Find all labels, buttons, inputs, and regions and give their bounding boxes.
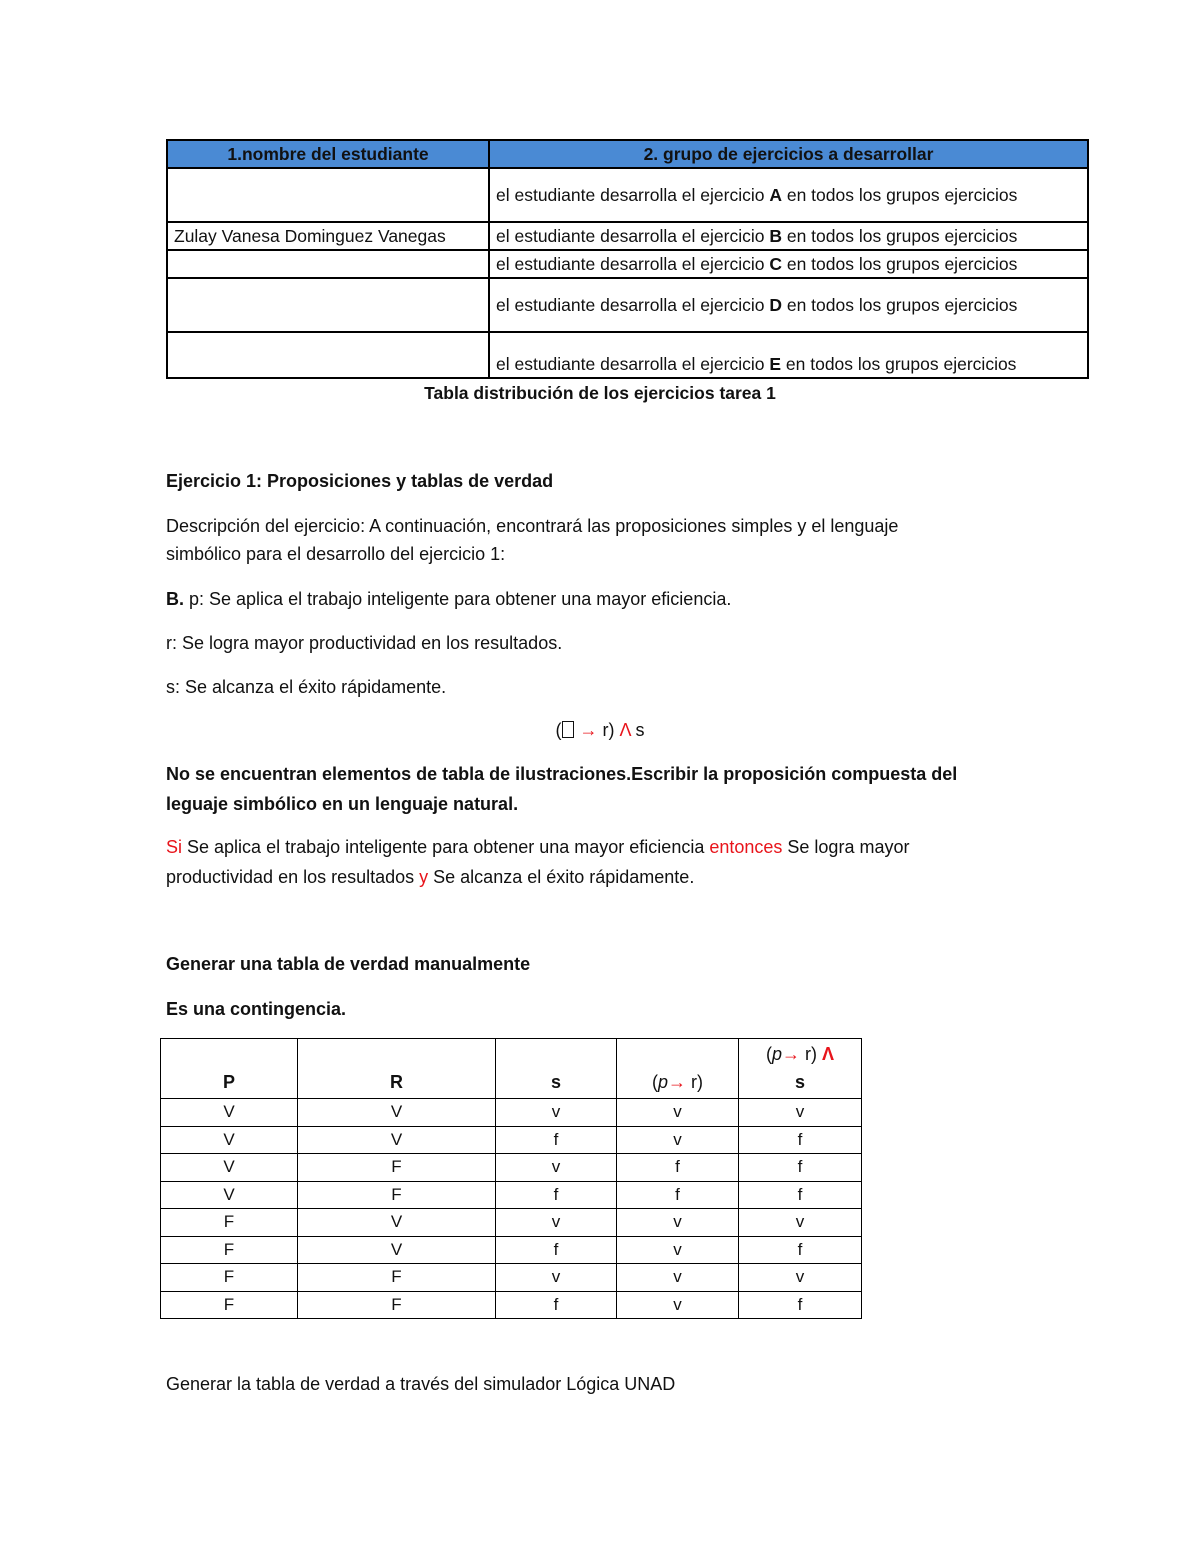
keyword-y: y — [419, 867, 429, 887]
exercise-assignment-cell — [489, 250, 1088, 278]
table-row — [167, 278, 1088, 332]
cell: f — [617, 1181, 739, 1209]
assignment-text: en todos los grupos ejercicios — [781, 226, 1018, 246]
proposition-text: p: Se aplica el trabajo inteligente para obtener una mayor eficiencia. — [184, 589, 732, 609]
assignment-header-row — [167, 140, 1088, 168]
keyword-entonces: entonces — [709, 837, 783, 857]
table-row — [161, 1099, 862, 1127]
table-row — [161, 1181, 862, 1209]
cell: V — [298, 1236, 496, 1264]
cell: v — [496, 1264, 617, 1292]
and-symbol: Λ — [619, 720, 631, 740]
statement-text: Se aplica el trabajo inteligente para obtener una mayor eficiencia — [182, 837, 710, 857]
description-line: Descripción del ejercicio: A continuación, encontrará las proposiciones simples y el lenguaje — [166, 516, 899, 536]
exercise-letter: C — [769, 254, 782, 274]
imp-close: r) — [686, 1072, 703, 1092]
cell: v — [617, 1291, 739, 1319]
student-name-cell: Zulay Vanesa Dominguez Vanegas — [167, 222, 489, 250]
statement-text: Se alcanza el éxito rápidamente. — [428, 867, 695, 887]
assignment-text: en todos los grupos ejercicios — [781, 254, 1018, 274]
student-name-cell — [167, 168, 489, 222]
cell: v — [617, 1126, 739, 1154]
instruction-line: leguaje simbólico en un lenguaje natural. — [166, 794, 519, 814]
cell: F — [298, 1154, 496, 1182]
header-conjunction — [739, 1039, 862, 1099]
table-row — [167, 222, 1088, 250]
header-r: R — [298, 1039, 496, 1099]
exercise-letter: D — [769, 295, 782, 315]
exercise-letter: A — [769, 185, 782, 205]
simulator-instruction: Generar la tabla de verdad a través del simulador Lógica UNAD — [166, 1374, 676, 1394]
var-p: p — [657, 1072, 668, 1092]
table-row — [167, 332, 1088, 378]
item-label: B. — [166, 589, 184, 609]
table-row — [161, 1126, 862, 1154]
cell: V — [298, 1209, 496, 1237]
description-line: simbólico para el desarrollo del ejercicio 1: — [166, 544, 506, 564]
assignment-text: en todos los grupos ejercicios — [781, 295, 1018, 315]
proposition-s: s: Se alcanza el éxito rápidamente. — [166, 677, 447, 697]
student-name-cell — [167, 332, 489, 378]
proposition-r: r: Se logra mayor productividad en los resultados. — [166, 633, 563, 653]
cell: V — [161, 1154, 298, 1182]
exercise-assignment-cell — [489, 222, 1088, 250]
cell: F — [161, 1264, 298, 1292]
table-row — [161, 1264, 862, 1292]
cell: f — [496, 1181, 617, 1209]
exercise-assignment-cell — [489, 278, 1088, 332]
conj-s: s — [794, 1072, 805, 1092]
cell: v — [617, 1099, 739, 1127]
table-row — [167, 168, 1088, 222]
cell: V — [161, 1126, 298, 1154]
formula-open: ( — [555, 720, 562, 740]
manual-table-heading: Generar una tabla de verdad manualmente — [166, 954, 531, 974]
cell: v — [496, 1209, 617, 1237]
cell: F — [298, 1181, 496, 1209]
var-p: p — [771, 1044, 782, 1064]
and-symbol: Λ — [822, 1044, 835, 1064]
assignment-text: el estudiante desarrolla el ejercicio — [496, 185, 770, 205]
keyword-si: Si — [166, 837, 183, 857]
cell: V — [298, 1099, 496, 1127]
cell: f — [496, 1291, 617, 1319]
instruction — [166, 760, 957, 818]
assignment-text: en todos los grupos ejercicios — [781, 185, 1018, 205]
header-implication — [617, 1039, 739, 1099]
arrow-icon: → — [782, 1044, 800, 1064]
cell: F — [161, 1291, 298, 1319]
cell: v — [739, 1099, 862, 1127]
cell: F — [298, 1264, 496, 1292]
exercise-description — [166, 512, 898, 568]
truth-header-row — [161, 1039, 862, 1099]
assignment-text: el estudiante desarrolla el ejercicio — [496, 226, 770, 246]
header-s: s — [496, 1039, 617, 1099]
header-exercise-group: 2. grupo de ejercicios a desarrollar — [489, 140, 1088, 168]
header-student-name: 1.nombre del estudiante — [167, 140, 489, 168]
conj-close: r) — [800, 1044, 822, 1064]
cell: v — [496, 1099, 617, 1127]
cell: v — [617, 1236, 739, 1264]
cell: F — [298, 1291, 496, 1319]
cell: V — [161, 1099, 298, 1127]
exercise-assignment-cell — [489, 168, 1088, 222]
cell: f — [617, 1154, 739, 1182]
arrow-icon: → — [579, 720, 598, 740]
student-name-cell — [167, 278, 489, 332]
statement-text: Se logra mayor — [782, 837, 910, 857]
cell: F — [161, 1209, 298, 1237]
table-row — [161, 1154, 862, 1182]
formula-r: r) — [597, 720, 620, 740]
cell: f — [496, 1126, 617, 1154]
cell: V — [161, 1181, 298, 1209]
conj-line — [740, 1040, 860, 1068]
statement-line — [166, 832, 909, 862]
proposition-p — [166, 585, 731, 613]
student-name-cell — [167, 250, 489, 278]
header-p: P — [161, 1039, 298, 1099]
table-row — [161, 1291, 862, 1319]
cell: V — [298, 1126, 496, 1154]
exercise-assignment-cell — [489, 332, 1088, 378]
table-caption: Tabla distribución de los ejercicios tarea 1 — [424, 383, 776, 403]
assignment-text: el estudiante desarrolla el ejercicio — [496, 254, 770, 274]
assignment-text: el estudiante desarrolla el ejercicio — [496, 354, 770, 374]
table-row — [161, 1236, 862, 1264]
exercise-letter: E — [769, 354, 782, 374]
assignment-text: en todos los grupos ejercicios — [781, 354, 1017, 374]
cell: v — [496, 1154, 617, 1182]
cell: f — [739, 1236, 862, 1264]
statement-text: productividad en los resultados — [166, 867, 420, 887]
cell: v — [617, 1209, 739, 1237]
cell: f — [739, 1126, 862, 1154]
assignment-text: el estudiante desarrolla el ejercicio — [496, 295, 770, 315]
contingency-label: Es una contingencia. — [166, 999, 347, 1019]
paren: ( — [651, 1072, 658, 1092]
formula — [0, 716, 1200, 744]
truth-table — [160, 1038, 862, 1319]
table-row — [167, 250, 1088, 278]
cell: v — [617, 1264, 739, 1292]
arrow-icon: → — [668, 1072, 686, 1092]
exercise-title: Ejercicio 1: Proposiciones y tablas de verdad — [166, 471, 554, 491]
cell: f — [739, 1181, 862, 1209]
cell: F — [161, 1236, 298, 1264]
missing-glyph-icon — [562, 721, 574, 738]
statement-line — [166, 862, 909, 892]
exercise-letter: B — [769, 226, 782, 246]
cell: f — [739, 1154, 862, 1182]
natural-language-statement — [166, 832, 909, 892]
formula-s: s — [630, 720, 645, 740]
instruction-line: No se encuentran elementos de tabla de ilustraciones.Escribir la proposición compuesta del — [166, 764, 958, 784]
assignment-table — [166, 139, 1089, 379]
paren: ( — [765, 1044, 772, 1064]
cell: f — [739, 1291, 862, 1319]
cell: v — [739, 1264, 862, 1292]
cell: v — [739, 1209, 862, 1237]
table-row — [161, 1209, 862, 1237]
cell: f — [496, 1236, 617, 1264]
